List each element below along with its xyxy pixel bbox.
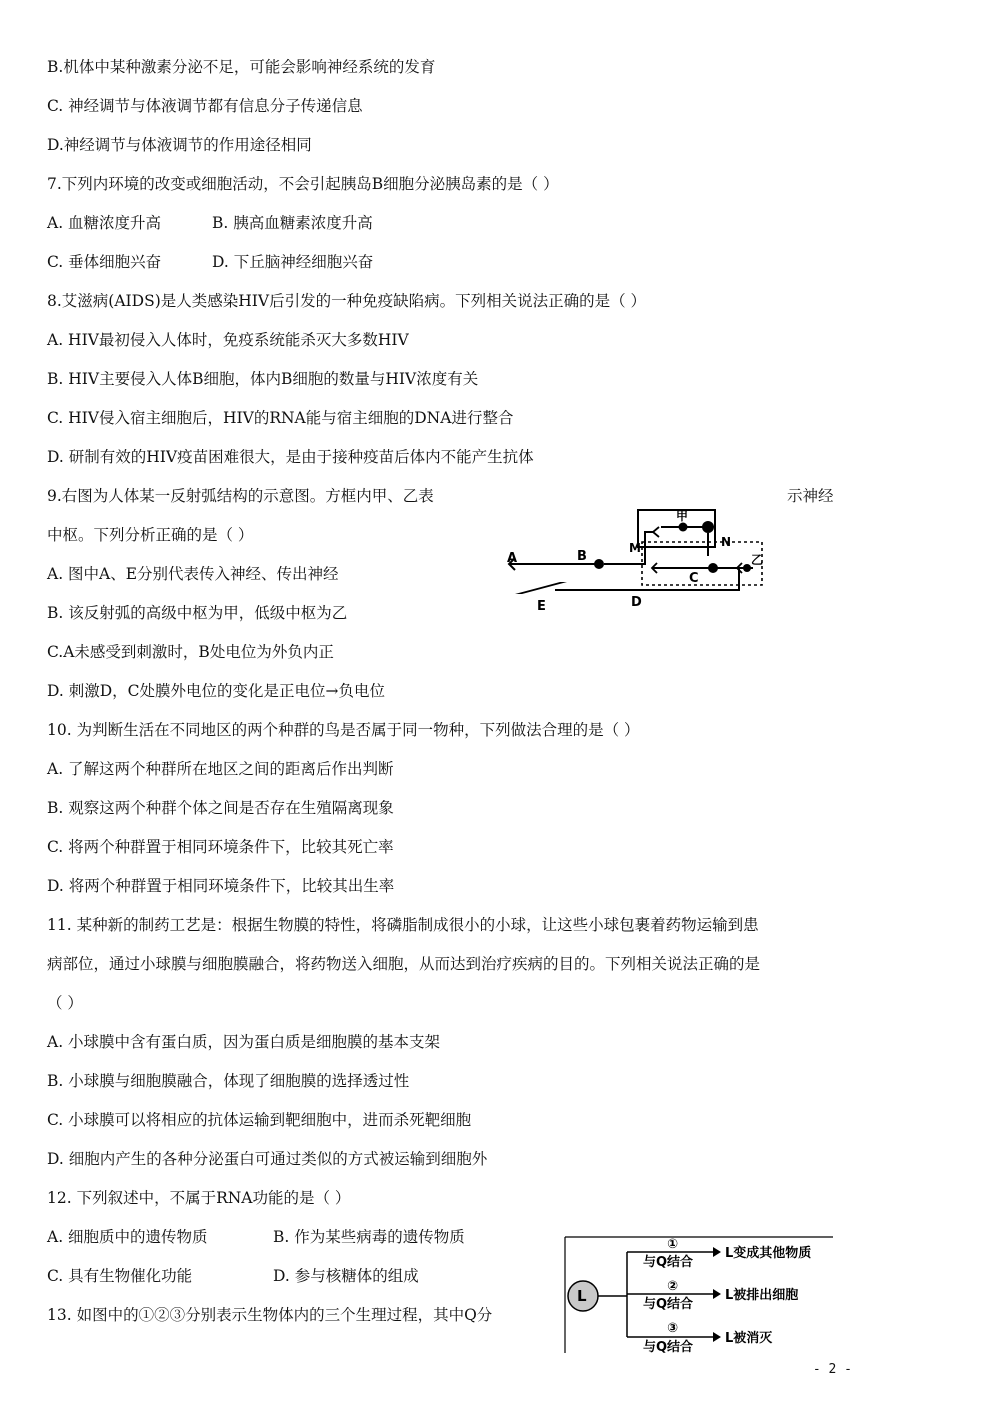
label-yi: 乙 xyxy=(751,553,764,567)
q13-stem: 13. 如图中的①②③分别表示生物体内的三个生理过程，其中Q分 xyxy=(47,1306,493,1324)
q9-option-b: B. 该反射弧的高级中枢为甲，低级中枢为乙 xyxy=(47,604,348,622)
q9-stem-part1: 9.右图为人体某一反射弧结构的示意图。方框内甲、乙表 xyxy=(47,487,434,505)
q11-option-a: A. 小球膜中含有蛋白质，因为蛋白质是细胞膜的基本支架 xyxy=(47,1033,441,1051)
q12-stem: 12. 下列叙述中，不属于RNA功能的是（ ） xyxy=(47,1189,351,1207)
q12-options-row1 xyxy=(47,1227,465,1247)
q12-option-d: D. 参与核糖体的组成 xyxy=(273,1267,419,1285)
q8-stem: 8.艾滋病(AIDS)是人类感染HIV后引发的一种免疫缺陷病。下列相关说法正确的是（ ） xyxy=(47,292,647,310)
branch-1-result: L变成其他物质 xyxy=(725,1246,812,1261)
q11-option-b: B. 小球膜与细胞膜融合，体现了细胞膜的选择透过性 xyxy=(47,1072,410,1090)
reflex-arc-diagram xyxy=(495,500,780,620)
q11-stem-line3: （ ） xyxy=(47,994,83,1012)
q10-option-b: B. 观察这两个种群个体之间是否存在生殖隔离现象 xyxy=(47,799,394,817)
q9-option-a: A. 图中A、E分别代表传入神经、传出神经 xyxy=(47,565,339,583)
label-e: E xyxy=(537,599,546,614)
q11-stem-line2: 病部位，通过小球膜与细胞膜融合，将药物送入细胞，从而达到治疗疾病的目的。下列相关说法正确的是 xyxy=(47,955,761,973)
q9-stem-part2: 示神经 xyxy=(787,487,834,505)
branch-2-result: L被排出细胞 xyxy=(725,1288,799,1303)
q9-option-d: D. 刺激D，C处膜外电位的变化是正电位→负电位 xyxy=(47,682,386,700)
q12-option-a: A. 细胞质中的遗传物质 xyxy=(47,1228,208,1246)
q11-stem-line1: 11. 某种新的制药工艺是：根据生物膜的特性，将磷脂制成很小的小球，让这些小球包裹着药物运输到患 xyxy=(47,916,759,934)
branch-1-num: ① xyxy=(667,1237,679,1252)
label-jia: 甲 xyxy=(676,509,689,523)
q7-option-a: A. 血糖浓度升高 xyxy=(47,214,162,232)
q9-option-c: C.A未感受到刺激时，B处电位为外负内正 xyxy=(47,643,334,661)
label-a: A xyxy=(507,551,518,566)
q11-option-c: C. 小球膜可以将相应的抗体运输到靶细胞中，进而杀死靶细胞 xyxy=(47,1111,472,1129)
branch-2-num: ② xyxy=(667,1279,679,1294)
branch-3-num: ③ xyxy=(667,1321,679,1336)
center-l: L xyxy=(577,1287,587,1305)
q10-option-a: A. 了解这两个种群所在地区之间的距离后作出判断 xyxy=(47,760,394,778)
branch-3-cond: 与Q结合 xyxy=(643,1340,694,1355)
q6-option-b: B.机体中某种激素分泌不足，可能会影响神经系统的发育 xyxy=(47,58,436,76)
q6-option-c: C. 神经调节与体液调节都有信息分子传递信息 xyxy=(47,97,363,115)
label-n: N xyxy=(721,535,732,549)
lq-diagram xyxy=(563,1235,838,1355)
q12-options-row2 xyxy=(47,1266,419,1286)
q10-stem: 10. 为判断生活在不同地区的两个种群的鸟是否属于同一物种，下列做法合理的是（ ） xyxy=(47,721,640,739)
branch-3-result: L被消灭 xyxy=(725,1331,773,1346)
q8-option-c: C. HIV侵入宿主细胞后，HIV的RNA能与宿主细胞的DNA进行整合 xyxy=(47,409,514,427)
q7-option-d: D. 下丘脑神经细胞兴奋 xyxy=(212,253,374,271)
q11-option-d: D. 细胞内产生的各种分泌蛋白可通过类似的方式被运输到细胞外 xyxy=(47,1150,488,1168)
q7-stem: 7.下列内环境的改变或细胞活动，不会引起胰岛B细胞分泌胰岛素的是（ ） xyxy=(47,175,559,193)
q7-options-row1 xyxy=(47,213,373,233)
page-number: - 2 - xyxy=(812,1362,852,1377)
q12-option-c: C. 具有生物催化功能 xyxy=(47,1267,193,1285)
label-m: M xyxy=(629,541,641,555)
q7-option-b: B. 胰高血糖素浓度升高 xyxy=(212,214,373,232)
q7-option-c: C. 垂体细胞兴奋 xyxy=(47,253,162,271)
label-d: D xyxy=(631,595,642,610)
branch-2-cond: 与Q结合 xyxy=(643,1297,694,1312)
q10-option-c: C. 将两个种群置于相同环境条件下，比较其死亡率 xyxy=(47,838,394,856)
branch-1-cond: 与Q结合 xyxy=(643,1255,694,1270)
label-c: C xyxy=(689,571,699,586)
label-b: B xyxy=(577,549,587,564)
q10-option-d: D. 将两个种群置于相同环境条件下，比较其出生率 xyxy=(47,877,395,895)
q7-options-row2 xyxy=(47,252,373,272)
q12-option-b: B. 作为某些病毒的遗传物质 xyxy=(273,1228,465,1246)
q9-stem-part3: 中枢。下列分析正确的是（ ） xyxy=(47,526,254,544)
q8-option-d: D. 研制有效的HIV疫苗困难很大，是由于接种疫苗后体内不能产生抗体 xyxy=(47,448,534,466)
q6-option-d: D.神经调节与体液调节的作用途径相同 xyxy=(47,136,312,154)
q8-option-b: B. HIV主要侵入人体B细胞，体内B细胞的数量与HIV浓度有关 xyxy=(47,370,479,388)
q8-option-a: A. HIV最初侵入人体时，免疫系统能杀灭大多数HIV xyxy=(47,331,409,349)
